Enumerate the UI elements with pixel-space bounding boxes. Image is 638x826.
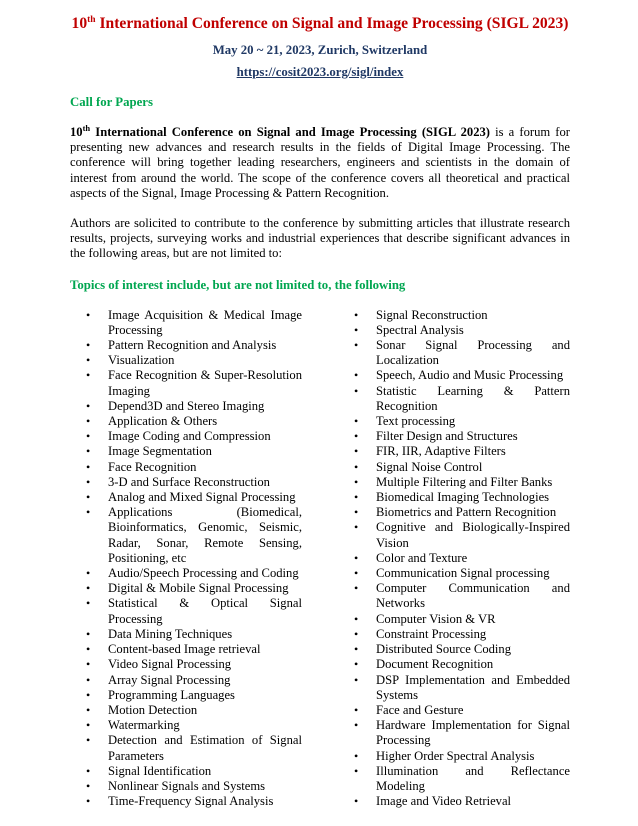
topic-item: • Data Mining Techniques	[70, 627, 302, 642]
topic-item: • Face and Gesture	[338, 703, 570, 718]
topic-item: • Signal Identification	[70, 764, 302, 779]
topic-item: • Image Coding and Compression	[70, 429, 302, 444]
topics-heading: Topics of interest include, but are not limited to, the following	[70, 277, 406, 292]
conference-title	[70, 14, 570, 34]
topic-item: • Higher Order Spectral Analysis	[338, 749, 570, 764]
topic-item: • Color and Texture	[338, 551, 570, 566]
topic-item: • Face Recognition	[70, 460, 302, 475]
topic-item: • Audio/Speech Processing and Coding	[70, 566, 302, 581]
topic-item: • Document Recognition	[338, 657, 570, 672]
topic-item: • Face Recognition & Super-Resolution Imaging	[70, 368, 302, 398]
topic-item: • Nonlinear Signals and Systems	[70, 779, 302, 794]
topic-item: • Visualization	[70, 353, 302, 368]
topic-item: • Speech, Audio and Music Processing	[338, 368, 570, 383]
title-number: 10	[71, 15, 88, 32]
topic-item: • Motion Detection	[70, 703, 302, 718]
intro-text: is a forum for presenting new advances and research results in the fields of Digital Image Processing. The conference will bring together leading researchers, engineers and scientists in the domain of interest from around the world. The scope of the conference covers all theoretical and practical aspects of the Signal, Image Processing & Pattern Recognition.	[70, 125, 570, 200]
topic-item: • Multiple Filtering and Filter Banks	[338, 475, 570, 490]
topics-columns	[70, 308, 570, 810]
topic-item: • Depend3D and Stereo Imaging	[70, 399, 302, 414]
topic-item: • Filter Design and Structures	[338, 429, 570, 444]
topic-item: • Watermarking	[70, 718, 302, 733]
topic-item: • Image and Video Retrieval	[338, 794, 570, 809]
topic-item: • DSP Implementation and Embedded Systems	[338, 673, 570, 703]
authors-paragraph: Authors are solicited to contribute to the conference by submitting articles that illustrate research results, projects, surveying works and industrial experiences that describe significant advances in the following areas, but are not limited to:	[70, 216, 570, 261]
topic-item: • Image Segmentation	[70, 444, 302, 459]
conference-link[interactable]: https://cosit2023.org/sigl/index	[236, 65, 404, 79]
topic-item: • Text processing	[338, 414, 570, 429]
topic-item: • Computer Vision & VR	[338, 612, 570, 627]
topic-item: • Applications (Biomedical, Bioinformatics, Genomic, Seismic, Radar, Sonar, Remote Sensing, Positioning, etc	[70, 505, 302, 566]
title-superscript: th	[87, 14, 96, 25]
topic-item: • Application & Others	[70, 414, 302, 429]
topic-item: • Programming Languages	[70, 688, 302, 703]
topic-item: • Array Signal Processing	[70, 673, 302, 688]
topic-item: • Distributed Source Coding	[338, 642, 570, 657]
topic-item: • Analog and Mixed Signal Processing	[70, 490, 302, 505]
topic-item: • Time-Frequency Signal Analysis	[70, 794, 302, 809]
topic-item: • Video Signal Processing	[70, 657, 302, 672]
intro-bold-text: International Conference on Signal and Image Processing (SIGL 2023)	[90, 125, 490, 139]
topic-item: • FIR, IIR, Adaptive Filters	[338, 444, 570, 459]
topic-item: • Signal Noise Control	[338, 460, 570, 475]
topic-item: • Biomedical Imaging Technologies	[338, 490, 570, 505]
intro-paragraph	[70, 122, 570, 201]
topic-item: • 3-D and Surface Reconstruction	[70, 475, 302, 490]
topic-item: • Sonar Signal Processing and Localization	[338, 338, 570, 368]
intro-bold-superscript: th	[82, 122, 91, 133]
topic-item: • Pattern Recognition and Analysis	[70, 338, 302, 353]
topic-item: • Content-based Image retrieval	[70, 642, 302, 657]
intro-bold	[70, 122, 490, 139]
intro-bold-number: 10	[70, 125, 83, 139]
topic-item: • Spectral Analysis	[338, 323, 570, 338]
title-text: International Conference on Signal and Image Processing (SIGL 2023)	[95, 15, 569, 32]
topic-item: • Cognitive and Biologically-Inspired Vision	[338, 520, 570, 550]
call-for-papers-heading: Call for Papers	[70, 95, 153, 109]
topic-item: • Hardware Implementation for Signal Processing	[338, 718, 570, 748]
topic-item: • Detection and Estimation of Signal Parameters	[70, 733, 302, 763]
topics-list-left	[70, 308, 302, 810]
conference-dates: May 20 ~ 21, 2023, Zurich, Switzerland	[212, 43, 428, 57]
topic-item: • Signal Reconstruction	[338, 308, 570, 323]
topic-item: • Communication Signal processing	[338, 566, 570, 581]
topic-item: • Illumination and Reflectance Modeling	[338, 764, 570, 794]
topics-list-right	[338, 308, 570, 810]
topic-item: • Image Acquisition & Medical Image Processing	[70, 308, 302, 338]
conference-url	[70, 64, 570, 80]
topic-item: • Biometrics and Pattern Recognition	[338, 505, 570, 520]
topic-item: • Computer Communication and Networks	[338, 581, 570, 611]
topic-item: • Constraint Processing	[338, 627, 570, 642]
topic-item: • Digital & Mobile Signal Processing	[70, 581, 302, 596]
topic-item: • Statistic Learning & Pattern Recognition	[338, 384, 570, 414]
topic-item: • Statistical & Optical Signal Processing	[70, 596, 302, 626]
